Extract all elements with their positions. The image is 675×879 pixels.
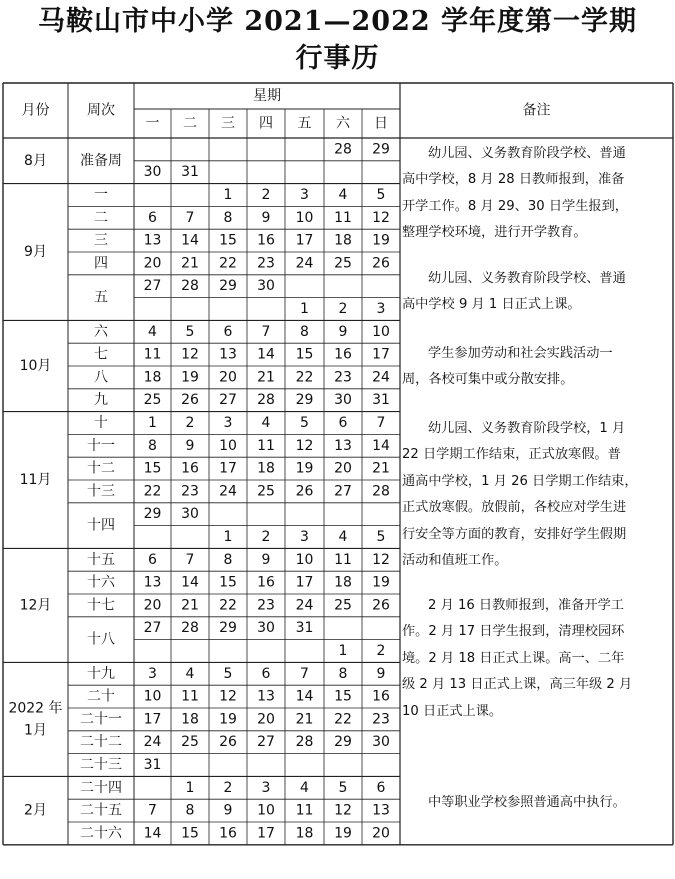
- month-label: 1月: [24, 722, 47, 739]
- date-cell: 23: [372, 711, 390, 728]
- date-cell: 20: [334, 460, 352, 477]
- date-cell: 2: [338, 301, 348, 317]
- remark-line: 高中学校，8 月 28 日教师报到，准备: [402, 172, 625, 188]
- remarks-header: 备注: [522, 102, 551, 119]
- date-cell: 9: [376, 665, 386, 682]
- week-label: 二十二: [80, 734, 122, 751]
- date-cell: 7: [148, 802, 157, 819]
- date-cell: 21: [257, 369, 275, 386]
- month-label: 10月: [19, 358, 52, 374]
- date-cell: 19: [181, 369, 199, 386]
- date-cell: 16: [181, 460, 199, 477]
- date-cell: 12: [219, 688, 237, 705]
- date-cell: 11: [334, 209, 352, 226]
- date-cell: 10: [295, 209, 314, 226]
- date-cell: 25: [143, 392, 162, 409]
- date-cell: 15: [219, 232, 237, 249]
- date-cell: 13: [219, 346, 237, 363]
- date-cell: 28: [295, 734, 314, 751]
- date-cell: 11: [143, 346, 162, 363]
- date-cell: 9: [261, 551, 271, 568]
- date-cell: 15: [181, 825, 199, 842]
- date-cell: 5: [338, 779, 348, 796]
- date-cell: 8: [223, 209, 233, 226]
- date-cell: 4: [338, 187, 348, 203]
- date-cell: 21: [295, 711, 314, 728]
- month-label: 2022 年: [8, 700, 63, 717]
- date-cell: 21: [181, 255, 199, 272]
- date-cell: 14: [372, 437, 390, 454]
- remark-line: 2 月 16 日教师报到，准备开学工: [428, 598, 624, 613]
- remark-line: 学生参加劳动和社会实践活动一: [428, 346, 613, 361]
- date-cell: 6: [338, 415, 348, 431]
- date-cell: 2: [376, 643, 386, 659]
- date-cell: 20: [257, 711, 275, 728]
- date-cell: 12: [372, 209, 390, 226]
- week-label: 二十一: [80, 711, 122, 728]
- date-cell: 29: [219, 278, 237, 295]
- week-label: 五: [94, 289, 108, 306]
- date-cell: 11: [334, 551, 352, 568]
- month-label: 9月: [24, 244, 47, 260]
- date-cell: 15: [295, 346, 314, 363]
- remark-line: 活动和值班工作。: [402, 553, 508, 569]
- date-cell: 28: [334, 141, 352, 158]
- week-label: 八: [94, 369, 108, 386]
- remark-line: 通高中学校，1 月 26 日学期工作结束，: [402, 473, 638, 489]
- date-cell: 10: [372, 323, 390, 340]
- remark-line: 幼儿园、义务教育阶段学校，1 月: [428, 421, 626, 436]
- week-label: 十三: [87, 483, 115, 500]
- date-cell: 21: [181, 597, 199, 614]
- week-label: 十二: [87, 460, 115, 477]
- date-cell: 2: [185, 415, 195, 431]
- date-cell: 18: [181, 711, 199, 728]
- week-label: 准备周: [80, 152, 122, 169]
- date-cell: 29: [219, 620, 237, 637]
- date-cell: 30: [143, 164, 162, 181]
- date-cell: 31: [143, 757, 162, 773]
- week-label: 十九: [87, 665, 115, 682]
- date-cell: 12: [372, 551, 390, 568]
- week-label: 二: [94, 209, 108, 226]
- date-cell: 17: [295, 232, 314, 249]
- remark-line: 中等职业学校参照普通高中执行。: [428, 795, 626, 810]
- week-label: 十五: [87, 551, 115, 568]
- date-cell: 27: [143, 620, 162, 637]
- date-cell: 21: [372, 460, 390, 477]
- date-cell: 22: [334, 711, 352, 728]
- remark-line: 22 日学期工作结束，正式放寒假。普: [402, 447, 621, 463]
- remark-line: 高中学校 9 月 1 日正式上课。: [402, 297, 581, 313]
- date-cell: 11: [257, 437, 275, 454]
- date-cell: 28: [372, 483, 390, 500]
- date-cell: 6: [148, 209, 157, 226]
- week-label: 十一: [87, 437, 115, 454]
- date-cell: 14: [295, 688, 314, 705]
- date-cell: 19: [295, 460, 314, 477]
- week-label: 十: [94, 415, 108, 431]
- date-cell: 13: [257, 688, 275, 705]
- week-label: 十六: [87, 574, 115, 591]
- date-cell: 6: [148, 551, 157, 568]
- date-cell: 30: [181, 506, 199, 523]
- date-cell: 17: [295, 574, 314, 591]
- remark-line: 周，各校可集中或分散安排。: [402, 372, 574, 388]
- date-cell: 7: [261, 323, 271, 340]
- date-cell: 16: [334, 346, 352, 363]
- weekday-header: 五: [297, 115, 312, 132]
- weekday-header: 三: [221, 115, 235, 132]
- date-cell: 14: [257, 346, 275, 363]
- date-cell: 3: [376, 301, 386, 317]
- date-cell: 8: [185, 802, 195, 819]
- date-cell: 24: [372, 369, 390, 386]
- month-header: 月份: [21, 102, 50, 119]
- date-cell: 10: [257, 802, 275, 819]
- date-cell: 7: [376, 415, 386, 431]
- date-cell: 10: [295, 551, 314, 568]
- remark-block: [402, 790, 672, 816]
- date-cell: 2: [261, 187, 271, 203]
- date-cell: 17: [219, 460, 237, 477]
- week-label: 二十: [87, 688, 115, 705]
- date-cell: 26: [181, 392, 199, 409]
- date-cell: 30: [257, 278, 275, 295]
- weekday-header: 六: [336, 115, 350, 132]
- month-label: 12月: [19, 597, 52, 614]
- date-cell: 1: [223, 187, 233, 203]
- week-label: 十四: [87, 517, 115, 534]
- date-cell: 6: [261, 665, 271, 682]
- date-cell: 8: [148, 437, 157, 454]
- date-cell: 20: [372, 825, 390, 842]
- date-cell: 13: [143, 232, 162, 249]
- date-cell: 19: [219, 711, 237, 728]
- date-cell: 18: [334, 574, 352, 591]
- date-cell: 17: [257, 825, 275, 842]
- date-cell: 18: [257, 460, 275, 477]
- weekday-header: 一: [145, 115, 160, 132]
- date-cell: 16: [257, 232, 275, 249]
- date-cell: 26: [372, 255, 390, 272]
- date-cell: 15: [334, 688, 352, 705]
- date-cell: 11: [181, 688, 199, 705]
- date-cell: 10: [143, 688, 162, 705]
- date-cell: 8: [300, 323, 309, 340]
- date-cell: 30: [257, 620, 275, 637]
- week-label: 一: [94, 187, 108, 203]
- date-cell: 22: [219, 255, 237, 272]
- date-cell: 27: [257, 734, 275, 751]
- date-cell: 7: [185, 209, 195, 226]
- date-cell: 25: [334, 597, 352, 614]
- remark-line: 正式放寒假。放假前，各校应对学生进: [402, 500, 627, 516]
- date-cell: 3: [261, 779, 271, 796]
- remark-line: 10 日正式上课。: [402, 703, 503, 719]
- date-cell: 2: [261, 529, 271, 545]
- date-cell: 7: [185, 551, 195, 568]
- date-cell: 25: [257, 483, 275, 500]
- weekday-header: 四: [259, 115, 273, 132]
- date-cell: 29: [295, 392, 314, 409]
- week-label: 十七: [87, 597, 115, 614]
- weekday-header: 二: [183, 115, 197, 132]
- week-label: 七: [94, 346, 108, 363]
- week-label: 二十五: [80, 802, 122, 819]
- date-cell: 14: [143, 825, 162, 842]
- week-label: 三: [94, 232, 108, 249]
- date-cell: 9: [338, 323, 348, 340]
- date-cell: 10: [219, 437, 237, 454]
- date-cell: 28: [257, 392, 275, 409]
- date-cell: 30: [372, 734, 390, 751]
- date-cell: 20: [143, 597, 162, 614]
- date-cell: 31: [372, 392, 390, 409]
- date-cell: 19: [372, 574, 390, 591]
- date-cell: 5: [376, 187, 386, 203]
- date-cell: 19: [372, 232, 390, 249]
- date-cell: 20: [143, 255, 162, 272]
- date-cell: 17: [143, 711, 162, 728]
- week-label: 二十四: [80, 779, 122, 796]
- date-cell: 9: [223, 802, 233, 819]
- date-cell: 1: [148, 415, 157, 431]
- date-cell: 3: [300, 187, 309, 203]
- week-label: 四: [94, 255, 108, 272]
- date-cell: 29: [334, 734, 352, 751]
- date-cell: 12: [334, 802, 352, 819]
- date-cell: 14: [181, 232, 199, 249]
- remark-block: [402, 593, 672, 725]
- week-label: 六: [94, 323, 108, 340]
- remark-block: [402, 416, 672, 574]
- date-cell: 25: [334, 255, 352, 272]
- date-cell: 13: [334, 437, 352, 454]
- date-cell: 12: [181, 346, 199, 363]
- date-cell: 5: [185, 323, 195, 340]
- date-cell: 22: [219, 597, 237, 614]
- date-cell: 19: [334, 825, 352, 842]
- remark-line: 行安全等方面的教育，安排好学生假期: [402, 526, 627, 542]
- date-cell: 31: [181, 164, 199, 181]
- date-cell: 11: [295, 802, 314, 819]
- date-cell: 27: [219, 392, 237, 409]
- date-cell: 30: [334, 392, 352, 409]
- date-cell: 22: [295, 369, 314, 386]
- date-cell: 9: [185, 437, 195, 454]
- date-cell: 14: [181, 574, 199, 591]
- date-cell: 13: [372, 802, 390, 819]
- date-cell: 20: [219, 369, 237, 386]
- date-cell: 26: [219, 734, 237, 751]
- month-label: 2月: [24, 802, 47, 819]
- page-title: 马鞍山市中小学 2021—2022 学年度第一学期: [37, 6, 638, 37]
- date-cell: 9: [261, 209, 271, 226]
- date-cell: 23: [181, 483, 199, 500]
- date-cell: 12: [295, 437, 314, 454]
- remark-block: [402, 141, 672, 247]
- date-cell: 2: [223, 779, 233, 796]
- date-cell: 24: [295, 255, 314, 272]
- date-cell: 26: [372, 597, 390, 614]
- date-cell: 28: [181, 620, 199, 637]
- remark-block: [402, 266, 672, 319]
- date-cell: 24: [295, 597, 314, 614]
- week-label: 二十六: [80, 825, 122, 842]
- date-cell: 16: [257, 574, 275, 591]
- date-cell: 4: [185, 665, 195, 682]
- remark-line: 整理学校环境，进行开学教育。: [402, 225, 587, 241]
- month-label: 8月: [24, 152, 47, 169]
- remark-line: 作。2 月 17 日学生报到，清理校园环: [402, 624, 625, 640]
- date-cell: 22: [143, 483, 162, 500]
- date-cell: 16: [372, 688, 390, 705]
- date-cell: 18: [334, 232, 352, 249]
- remark-line: 幼儿园、义务教育阶段学校、普通: [428, 271, 626, 286]
- date-cell: 23: [257, 255, 275, 272]
- date-cell: 5: [223, 665, 233, 682]
- remark-line: 开学工作。8 月 29、30 日学生报到，: [402, 198, 628, 214]
- date-cell: 6: [223, 323, 233, 340]
- date-cell: 28: [181, 278, 199, 295]
- date-cell: 1: [185, 779, 195, 796]
- date-cell: 18: [295, 825, 314, 842]
- date-cell: 18: [143, 369, 162, 386]
- date-cell: 23: [334, 369, 352, 386]
- date-cell: 31: [295, 620, 314, 637]
- page-subtitle: 行事历: [295, 43, 380, 74]
- date-cell: 7: [300, 665, 309, 682]
- date-cell: 4: [300, 779, 309, 796]
- date-cell: 29: [143, 506, 162, 523]
- weekday-group-header: 星期: [253, 88, 281, 104]
- date-cell: 24: [219, 483, 237, 500]
- month-label: 11月: [19, 472, 52, 488]
- date-cell: 5: [300, 415, 309, 431]
- date-cell: 27: [334, 483, 352, 500]
- week-header: 周次: [87, 102, 115, 119]
- date-cell: 24: [143, 734, 162, 751]
- date-cell: 15: [143, 460, 162, 477]
- date-cell: 16: [219, 825, 237, 842]
- week-label: 九: [94, 392, 108, 409]
- date-cell: 23: [257, 597, 275, 614]
- date-cell: 3: [300, 529, 309, 545]
- date-cell: 4: [261, 415, 271, 431]
- weekday-header: 日: [374, 115, 388, 132]
- remark-line: 级 2 月 13 日正式上课，高三年级 2 月: [402, 677, 633, 693]
- date-cell: 6: [376, 779, 386, 796]
- date-cell: 4: [338, 529, 348, 545]
- date-cell: 3: [148, 665, 157, 682]
- remark-line: 境。2 月 18 日正式上课。高一、二年: [402, 650, 625, 666]
- date-cell: 17: [372, 346, 390, 363]
- date-cell: 1: [223, 529, 233, 545]
- date-cell: 4: [148, 323, 157, 340]
- date-cell: 8: [338, 665, 348, 682]
- date-cell: 29: [372, 141, 390, 158]
- date-cell: 26: [295, 483, 314, 500]
- date-cell: 3: [223, 415, 233, 431]
- date-cell: 8: [223, 551, 233, 568]
- date-cell: 25: [181, 734, 199, 751]
- date-cell: 5: [376, 529, 386, 545]
- remark-line: 幼儿园、义务教育阶段学校、普通: [428, 146, 626, 161]
- week-label: 十八: [87, 631, 115, 648]
- week-label: 二十三: [80, 757, 122, 773]
- remark-block: [402, 341, 672, 394]
- date-cell: 15: [219, 574, 237, 591]
- date-cell: 13: [143, 574, 162, 591]
- date-cell: 1: [338, 643, 348, 659]
- date-cell: 27: [143, 278, 162, 295]
- date-cell: 1: [300, 301, 309, 317]
